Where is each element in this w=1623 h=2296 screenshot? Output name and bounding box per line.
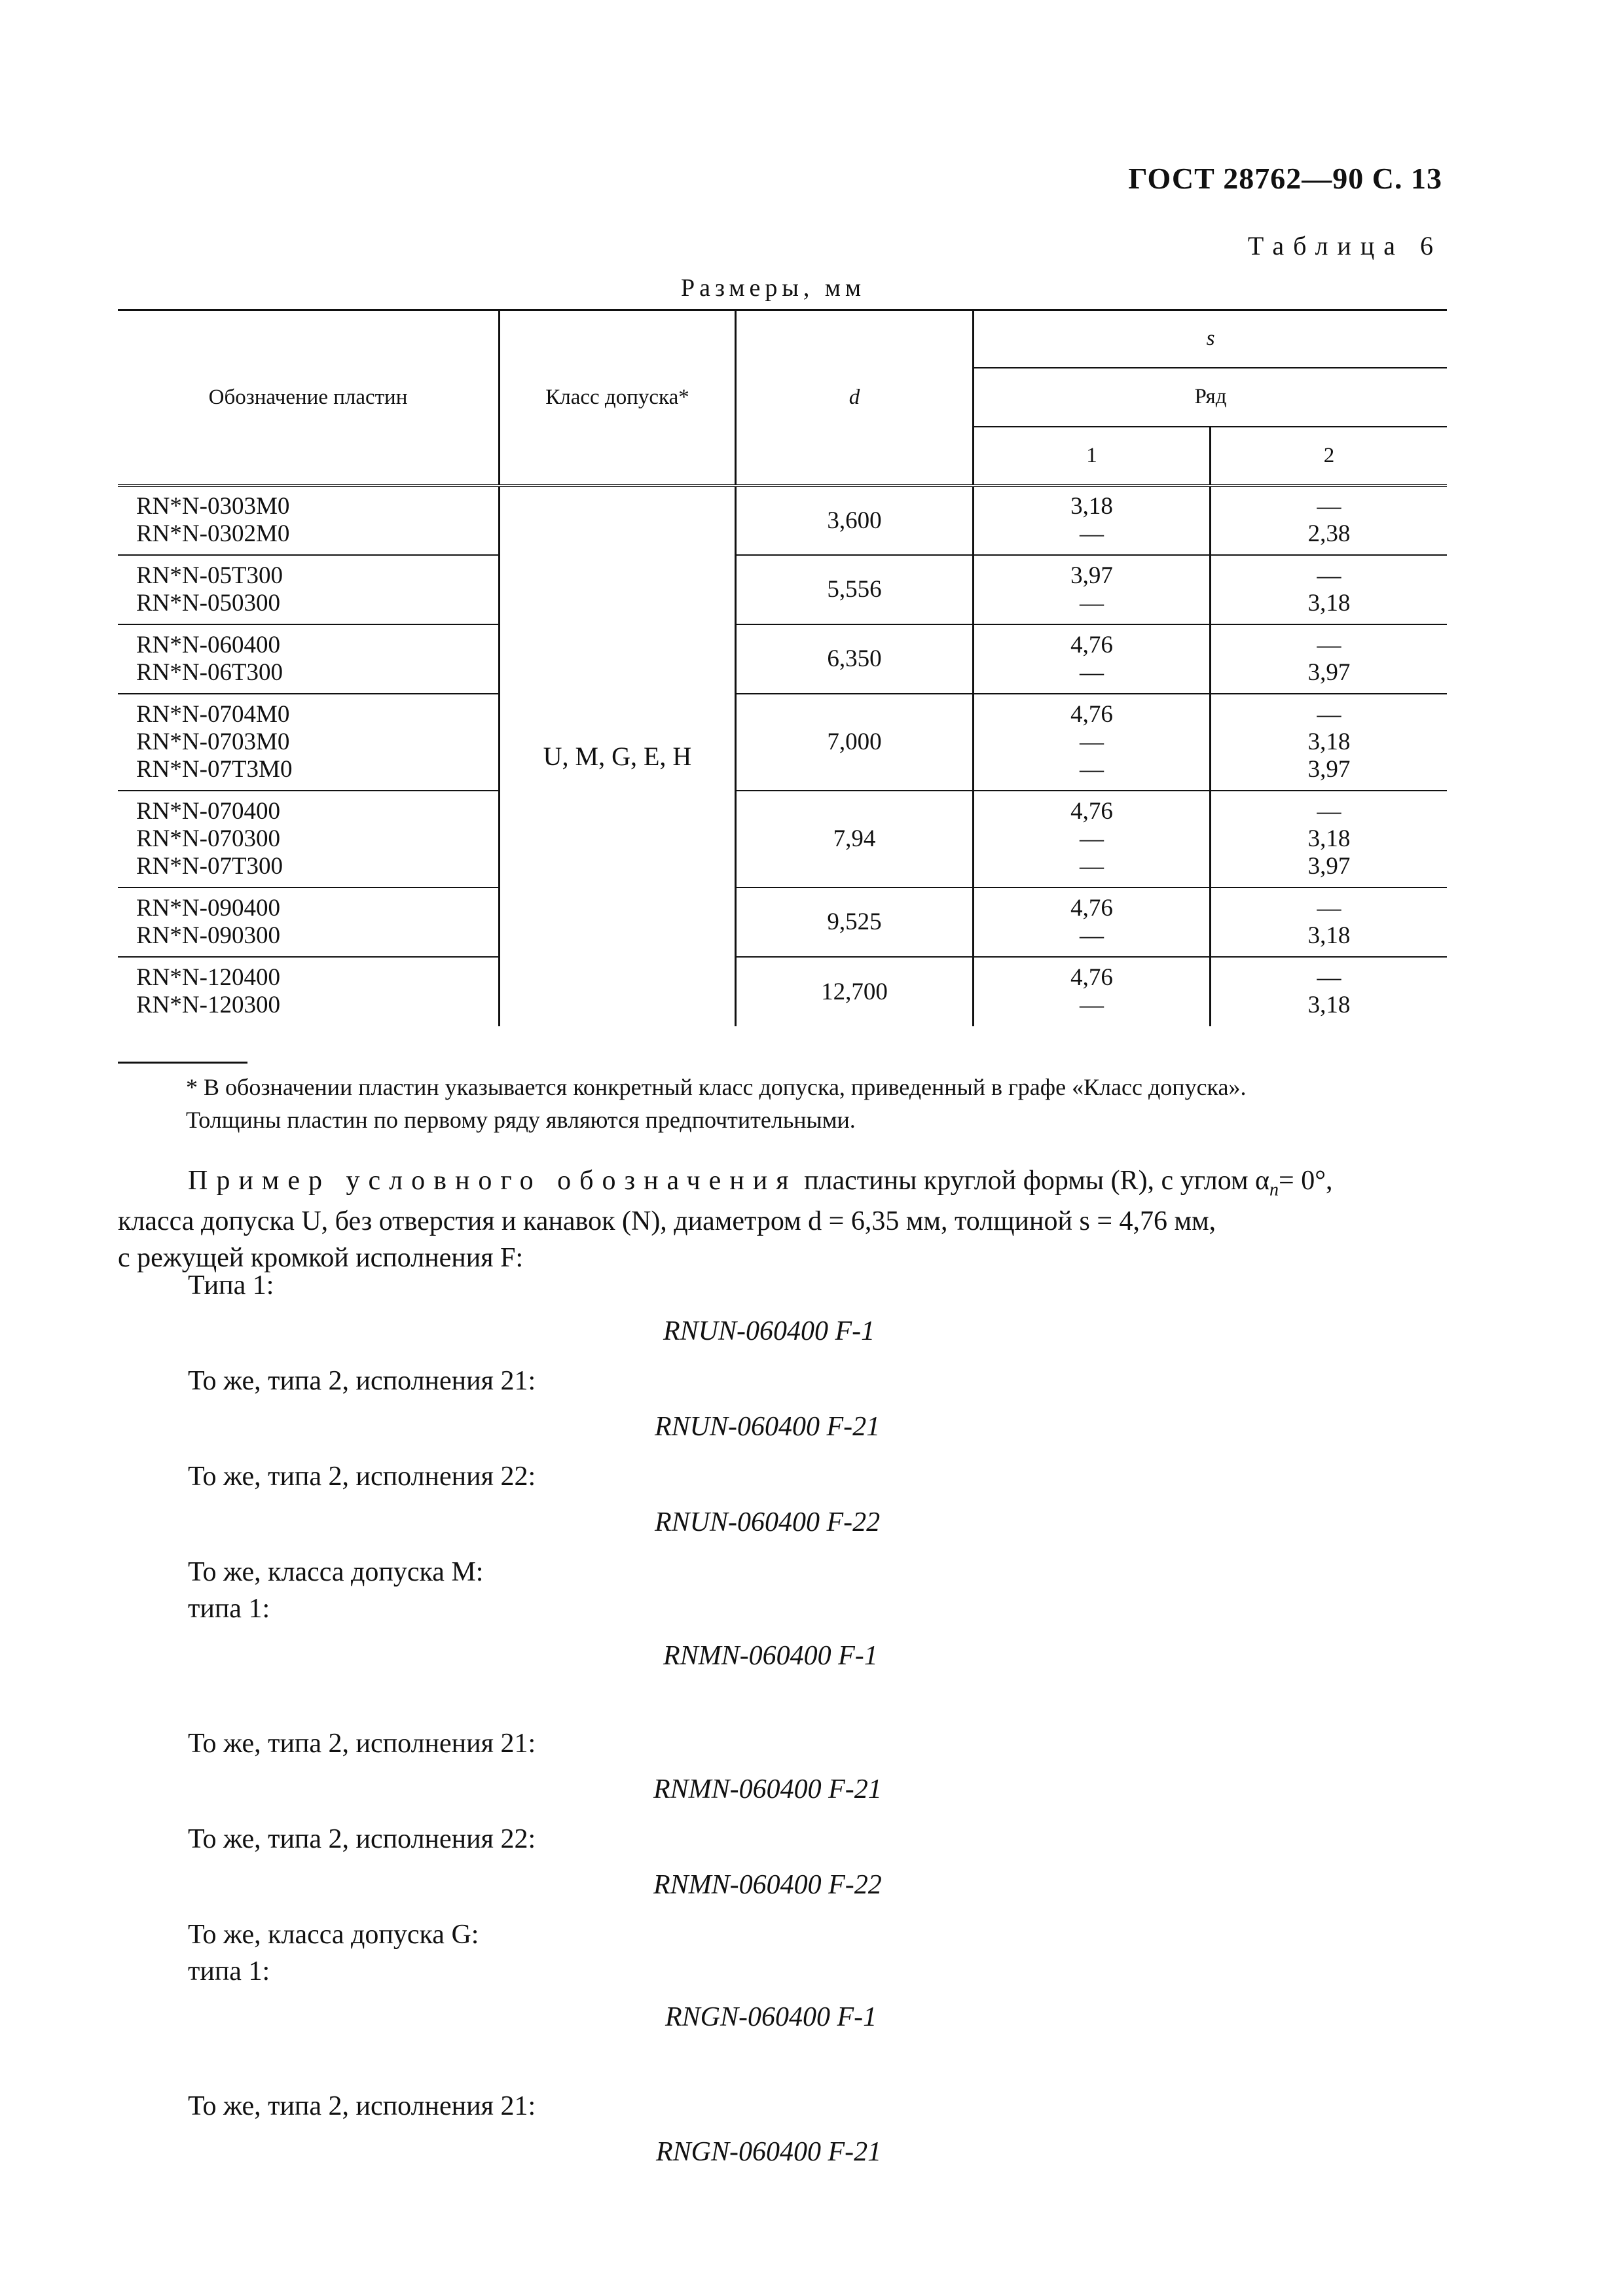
s-value: — — [1080, 658, 1104, 686]
designation-text: RN*N-090300 — [136, 922, 280, 949]
header-designation: Обозначение пластин — [118, 310, 500, 486]
footnote-rule — [118, 1062, 247, 1064]
header-row: Ряд — [974, 368, 1448, 427]
s-value: — — [1080, 825, 1104, 852]
table-row — [118, 555, 1447, 624]
s-row1-cell — [974, 957, 1211, 1026]
s-row2-cell — [1211, 694, 1448, 791]
dimensions-table — [118, 309, 1447, 1026]
designation-text: RN*N-06T300 — [136, 658, 283, 686]
designation-text: RN*N-070300 — [136, 825, 280, 852]
designation-cell — [118, 486, 500, 555]
s-value: — — [1080, 755, 1104, 783]
s-value: — — [1317, 797, 1341, 825]
footnote-line-1: * В обозначении пластин указывается конкретный класс допуска, приведенный в графе «Класс допуска». — [186, 1074, 1247, 1100]
example-designation-code: RNUN-060400 F-21 — [655, 1412, 881, 1442]
example-label: То же, типа 2, исполнения 22: — [188, 1462, 536, 1492]
s-value: 3,18 — [1070, 493, 1113, 520]
table-row — [118, 694, 1447, 791]
example-label: То же, класса допуска M: — [188, 1557, 484, 1587]
example-line-2: класса допуска U, без отверстия и канавок (N), диаметром d = 6,35 мм, толщиной s = 4,76 мм, — [118, 1206, 1216, 1236]
example-label: То же, типа 2, исполнения 21: — [188, 1366, 536, 1396]
designation-text: RN*N-060400 — [136, 631, 280, 658]
designation-text: RN*N-07T3M0 — [136, 755, 293, 783]
designation-cell — [118, 624, 500, 694]
example-label: Типа 1: — [188, 1270, 274, 1300]
s-value: — — [1317, 894, 1341, 922]
designation-cell — [118, 957, 500, 1026]
footnote-line-2: Толщины пластин по первому ряду являются предпочтительными. — [186, 1107, 856, 1133]
s-row1-cell — [974, 486, 1211, 555]
s-value: 3,18 — [1307, 992, 1351, 1018]
s-value: 4,76 — [1070, 700, 1113, 728]
s-row1-cell — [974, 555, 1211, 624]
designation-text: RN*N-090400 — [136, 894, 280, 922]
designation-text: RN*N-050300 — [136, 589, 280, 617]
designation-text: RN*N-07T300 — [136, 852, 283, 880]
s-value: — — [1080, 922, 1104, 949]
table-row — [118, 888, 1447, 957]
s-row2-cell — [1211, 486, 1448, 555]
s-value: 4,76 — [1070, 797, 1113, 825]
s-value: 2,38 — [1307, 520, 1351, 547]
footnote — [186, 1071, 1450, 1136]
header-s: s — [974, 310, 1448, 368]
s-value: 3,97 — [1307, 755, 1351, 783]
d-value-cell: 6,350 — [736, 624, 974, 694]
tolerance-class-cell: U, M, G, E, H — [500, 486, 736, 1026]
example-designation-code: RNMN-060400 F-21 — [653, 1774, 882, 1804]
units-caption: Размеры, мм — [681, 274, 866, 302]
d-value-cell: 12,700 — [736, 957, 974, 1026]
s-value: 3,18 — [1307, 589, 1351, 617]
example-text-1: пластины круглой формы (R), с углом α — [797, 1166, 1270, 1196]
designation-text: RN*N-120400 — [136, 964, 280, 991]
s-value: — — [1080, 520, 1104, 547]
example-label: То же, типа 2, исполнения 21: — [188, 2091, 536, 2121]
designation-text: RN*N-0704M0 — [136, 700, 290, 728]
page-header: ГОСТ 28762—90 С. 13 — [1128, 162, 1442, 195]
header-row-2: 2 — [1211, 427, 1448, 486]
s-value: 3,18 — [1307, 728, 1351, 755]
designation-cell — [118, 555, 500, 624]
table-row — [118, 957, 1447, 1026]
example-designation-code: RNGN-060400 F-1 — [665, 2002, 877, 2032]
table-caption: Таблица 6 — [1247, 231, 1442, 260]
d-value-cell: 9,525 — [736, 888, 974, 957]
example-paragraph — [118, 1162, 1447, 1208]
table-row — [118, 624, 1447, 694]
s-row1-cell — [974, 888, 1211, 957]
designation-text: RN*N-120300 — [136, 992, 280, 1018]
s-value: — — [1080, 728, 1104, 755]
s-value: 4,76 — [1070, 894, 1113, 922]
header-tolerance-class: Класс допуска* — [500, 310, 736, 486]
s-row2-cell — [1211, 624, 1448, 694]
s-row2-cell — [1211, 555, 1448, 624]
table-row — [118, 486, 1447, 555]
s-row1-cell — [974, 694, 1211, 791]
designation-text: RN*N-0303M0 — [136, 493, 290, 520]
example-label: То же, типа 2, исполнения 21: — [188, 1729, 536, 1759]
header-row-1: 1 — [974, 427, 1211, 486]
s-row2-cell — [1211, 791, 1448, 888]
s-value: — — [1317, 964, 1341, 991]
example-label: То же, типа 2, исполнения 22: — [188, 1824, 536, 1854]
example-lead: Пример условного обозначения — [188, 1166, 797, 1196]
example-designation-code: RNUN-060400 F-1 — [663, 1316, 875, 1346]
s-row1-cell — [974, 624, 1211, 694]
s-value: 3,97 — [1307, 658, 1351, 686]
d-value-cell: 7,94 — [736, 791, 974, 888]
table-row — [118, 791, 1447, 888]
s-value: — — [1317, 493, 1341, 520]
s-value: 4,76 — [1070, 631, 1113, 658]
designation-text: RN*N-0703M0 — [136, 728, 290, 755]
example-sublabel: типа 1: — [188, 1956, 270, 1986]
s-row2-cell — [1211, 957, 1448, 1026]
s-value: — — [1080, 992, 1104, 1018]
d-value-cell: 7,000 — [736, 694, 974, 791]
designation-text: RN*N-070400 — [136, 797, 280, 825]
designation-cell — [118, 791, 500, 888]
header-d: d — [736, 310, 974, 486]
s-value: 3,18 — [1307, 922, 1351, 949]
example-text-1b: = 0°, — [1279, 1166, 1333, 1196]
s-value: — — [1317, 700, 1341, 728]
s-value: 4,76 — [1070, 964, 1113, 991]
designation-cell — [118, 694, 500, 791]
example-designation-code: RNMN-060400 F-1 — [663, 1641, 878, 1671]
s-value: 3,18 — [1307, 825, 1351, 852]
alpha-subscript: n — [1269, 1179, 1279, 1200]
d-value-cell: 5,556 — [736, 555, 974, 624]
s-row1-cell — [974, 791, 1211, 888]
example-designation-code: RNGN-060400 F-21 — [656, 2137, 882, 2167]
s-value: — — [1080, 852, 1104, 880]
designation-text: RN*N-05T300 — [136, 562, 283, 589]
example-designation-code: RNMN-060400 F-22 — [653, 1870, 882, 1900]
example-line-3: с режущей кромкой исполнения F: — [118, 1243, 524, 1273]
example-designation-code: RNUN-060400 F-22 — [655, 1507, 881, 1537]
s-value: — — [1080, 589, 1104, 617]
s-value: — — [1317, 562, 1341, 589]
s-value: 3,97 — [1070, 562, 1113, 589]
designation-cell — [118, 888, 500, 957]
example-label: То же, класса допуска G: — [188, 1920, 479, 1950]
s-value: 3,97 — [1307, 852, 1351, 880]
example-sublabel: типа 1: — [188, 1594, 270, 1624]
d-value-cell: 3,600 — [736, 486, 974, 555]
s-value: — — [1317, 631, 1341, 658]
designation-text: RN*N-0302M0 — [136, 520, 290, 547]
s-row2-cell — [1211, 888, 1448, 957]
